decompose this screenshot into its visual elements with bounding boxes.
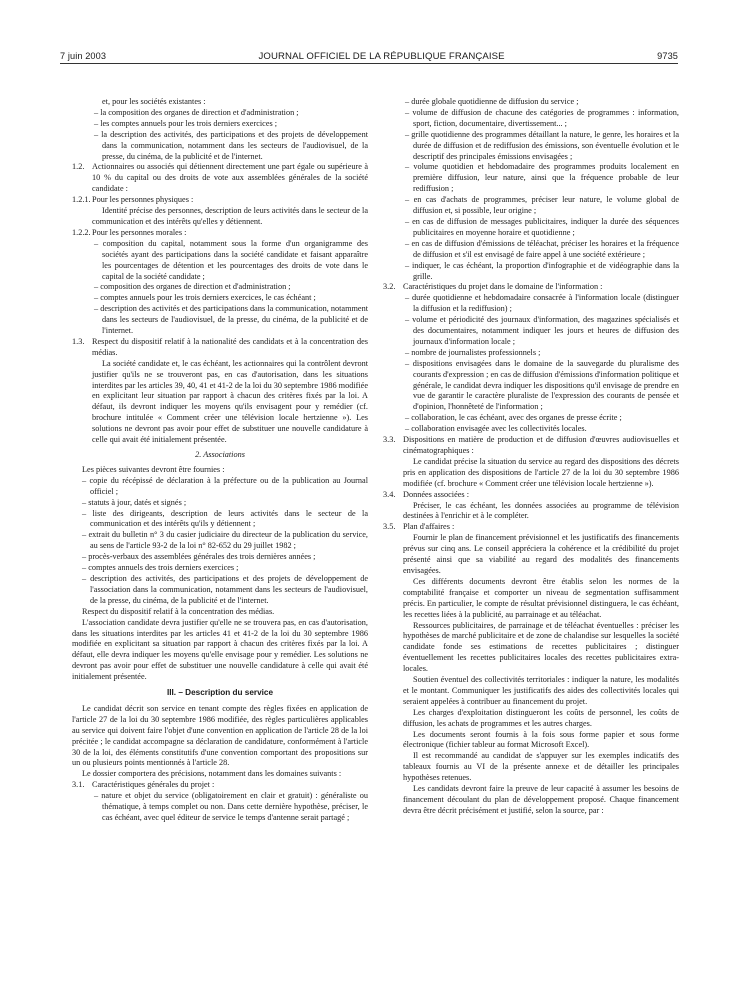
left-column [72,97,368,824]
section-text: Actionnaires ou associés qui détiennent directement une part égale ou supérieure à 10 % du capital ou des droits de vote aux assemblées générales de la société candidate : [92,162,368,194]
right-column [383,97,679,817]
paragraph: Le candidat décrit son service en tenant compte des règles fixées en application de l'article 27 de la loi du 30 septembre 1986 modifiée, des règles particulières applicables au service qui doivent faire l'objet d'une convention en application de l'article 28 de la loi précitée ; le candidat accompagne sa déclaration de candidature, conformément à l'article 30 de la loi, des éléments constitutifs d'une convention comportant des propositions sur un ou plusieurs points mentionnés à l'article 28. [72,703,368,768]
section-number: 1.3. [72,336,85,346]
list-item: – nature et objet du service (obligatoirement en clair et gratuit) : généraliste ou thématique, à temps complet ou non. Dans cette dernière hypothèse, préciser, le cas échéant, avec quel éditeur de service le temps d'antenne serait partagé ; [94,791,368,822]
header-rule [60,63,678,64]
paragraph: Il est recommandé au candidat de s'appuyer sur les exemples indicatifs des tableaux fournis au VI de la présente annexe et de détailler les principales hypothèses retenues. [403,751,679,783]
section-number: 1.2.1. [72,195,91,205]
section-text: Pour les personnes morales : [92,227,187,237]
numbered-heading [383,282,679,293]
paragraph: et, pour les sociétés existantes : [102,97,206,106]
section-number: 3.2. [383,282,396,292]
list-item: – extrait du bulletin n° 3 du casier judiciaire du directeur de la publication du service, au sens de l'article 93-2 de la loi n° 82-652 du 29 juillet 1982 ; [82,530,368,551]
section-number: 1.2. [72,162,85,172]
list-item: – collaboration envisagée avec les collectivités locales. [405,424,587,434]
paragraph: Respect du dispositif relatif à la concentration des médias. [82,606,275,616]
list-item: – nombre de journalistes professionnels ; [405,347,541,357]
list-item: – indiquer, le cas échéant, la proportion d'infographie et de vidéographie dans la grille. [405,260,679,281]
header-date: 7 juin 2003 [60,51,107,61]
paragraph: Ressources publicitaires, de parrainage et de téléachat éventuelles : préciser les hypothèses de marché publicitaire et de zone de chalandise sur lesquelles la société candidate fonde ses estimations de recettes publicitaires ; distinguer éventuellement les recettes publicitaires locales des recettes publicitaires extra-locales. [403,620,679,674]
section-number: 3.3. [383,435,396,445]
numbered-heading [383,522,679,533]
list-item: – en cas de diffusion d'émissions de téléachat, préciser les horaires et la fréquence de diffusion et s'il est envisagé de faire appel à une société extérieure ; [405,238,679,259]
list-item: – volume quotidien et hebdomadaire des programmes produits localement en première diffusion, leur nature, ainsi que la fréquence probable de leur rediffusion ; [405,162,679,194]
list-item: – la description des activités, des participations et des projets de développement dans la communication, notamment dans les secteurs de l'audiovisuel, de la presse, du cinéma, de la publicité et de l'internet. [94,129,368,161]
paragraph: Fournir le plan de financement prévisionnel et les justificatifs des financements prévus sur cinq ans. Le conseil appréciera la cohérence et la crédibilité du projet présenté ainsi que sa viabilité au regard des modalités des financements envisagées. [403,533,679,575]
paragraph: Ces différents documents devront être établis selon les normes de la comptabilité française et comporter un niveau de segmentation suffisamment précis. En particulier, le compte de résultat prévisionnel distinguera, le cas échéant, les recettes liées à la publicité, au parrainage et au téléachat. [403,576,679,619]
journal-title: JOURNAL OFFICIEL DE LA RÉPUBLIQUE FRANÇAISE [258,51,505,62]
section-title: III. – Description du service [166,688,274,698]
list-item: – grille quotidienne des programmes détaillant la nature, le genre, les horaires et la durée de diffusion et de rediffusion des émissions, son éventuelle évolution et le descriptif des principales émissions envisagées ; [405,129,679,161]
paragraph: Soutien éventuel des collectivités territoriales : indiquer la nature, les modalités et le montant. Communiquer les justificatifs des aides des collectivités locales qui seraient appelées à contribuer au financement du projet. [403,675,679,706]
list-item: – description des activités et des participations dans la communication, notamment dans les secteurs de l'audiovisuel, de la presse, du cinéma, de la publicité et de l'internet. [94,304,368,336]
list-item: – composition du capital, notamment sous la forme d'un organigramme des sociétés ayant des participations dans la société candidate et faisant apparaître les pourcentages de détention et les pourcentages des droits de vote dans le capital de la société candidate ; [94,238,368,281]
section-text: Plan d'affaires : [403,522,455,532]
section-text: Données associées : [403,489,469,499]
numbered-heading [72,780,368,791]
section-number: 1.2.2. [72,227,91,237]
list-item: – les comptes annuels pour les trois derniers exercices ; [94,118,278,128]
paragraph: Les pièces suivantes devront être fournies : [82,464,225,474]
paragraph: La société candidate et, le cas échéant, les actionnaires qui la contrôlent devront justifier qu'ils ne se trouveront pas, en cas d'autorisation, dans les situations interdites par les articles 39, 40, 41 et 41-2 de la loi du 30 septembre 1986 modifiée en explicitant leur situation par rapport à chacun des critères fixés par la loi. A défaut, ils devront indiquer les moyens qu'ils envisagent pour y remédier (cf. brochure intitulée « Comment créer une télévision locale hertzienne »). Les solutions ne devront pas avoir pour effet de substituer une nouvelle candidature à celle qui avait été initialement présentée. [92,358,368,445]
paragraph: Le candidat précise la situation du service au regard des dispositions des décrets pris en application des dispositions de l'article 27 de la loi du 30 septembre 1986 modifiée (cf. brochure « Comment créer une télévision locale hertzienne »). [403,456,679,488]
section-text: Caractéristiques du projet dans le domaine de l'information : [403,282,603,292]
list-item: – copie du récépissé de déclaration à la préfecture ou de la publication au Journal officiel ; [82,475,368,496]
paragraph: L'association candidate devra justifier qu'elle ne se trouvera pas, en cas d'autorisation, dans les situations interdites par les articles 41 et 41-2 de la loi du 30 septembre 1986 modifiée en explicitant sa situation par rapport à chacun des critères fixés par la loi. A défaut, elle devra indiquer les moyens qu'elle envisage pour y remédier. Les solutions ne devront pas avoir pour effet de substituer une nouvelle candidature à celle qui avait été initialement présentée. [72,617,368,682]
section-text: Caractéristiques générales du projet : [92,780,215,790]
paragraph: Le dossier comportera des précisions, notamment dans les domaines suivants : [82,769,342,779]
section-number: 3.4. [383,489,396,499]
section-number: 3.1. [72,780,85,790]
paragraph: Identité précise des personnes, description de leurs activités dans le secteur de la communication et des intérêts qu'elles y détiennent. [92,206,368,226]
list-item: – volume de diffusion de chacune des catégories de programmes : information, sport, fiction, documentaire, divertissement... ; [405,107,679,128]
numbered-heading [72,195,368,206]
numbered-heading [72,337,368,359]
paragraph: Les charges d'exploitation distingueront les coûts de personnel, les coûts de diffusion, les achats de programmes et les autres charges. [403,707,679,728]
list-item: – en cas d'achats de programmes, préciser leur nature, le volume global de diffusion et, si possible, leur origine ; [405,195,679,216]
list-item: – volume et périodicité des journaux d'information, des magazines spécialisés et des documentaires, notamment indiquer les jours et heures de diffusion des journaux d'information locale ; [405,315,679,346]
paragraph: Les candidats devront faire la preuve de leur capacité à assumer les besoins de financement découlant du plan de développement proposé. Chaque financement devra être décrit précisément et justifié, selon la source, par : [403,784,679,815]
numbered-heading [383,490,679,501]
numbered-heading [383,435,679,457]
section-text: Respect du dispositif relatif à la nationalité des candidats et à la concentration des médias. [92,336,368,357]
section-text: Dispositions en matière de production et de diffusion d'œuvres audiovisuelles et cinématographiques : [403,435,679,455]
list-item: – liste des dirigeants, description de leurs activités dans le secteur de la communication et des intérêts qu'ils y détiennent ; [82,508,368,529]
list-item: – en cas de diffusion de messages publicitaires, indiquer la durée des séquences publicitaires en moyenne horaire et quotidienne ; [405,216,679,237]
page-number: 9735 [657,51,678,61]
numbered-heading [72,162,368,195]
list-item: – durée quotidienne et hebdomadaire consacrée à l'information locale (distinguer la diffusion et la rediffusion) ; [405,293,679,314]
list-item: – durée globale quotidienne de diffusion du service ; [405,97,579,106]
list-item: – la composition des organes de direction et d'administration ; [94,107,299,117]
paragraph: Les documents seront fournis à la fois sous forme papier et sous forme électronique (fichier tableur au format Microsoft Excel). [403,729,679,750]
section-number: 3.5. [383,522,396,532]
list-item: – statuts à jour, datés et signés ; [82,497,187,507]
section-text: Pour les personnes physiques : [92,195,194,205]
list-item: – collaboration, le cas échéant, avec des organes de presse écrite ; [405,413,622,423]
page-header [60,51,678,62]
list-item: – composition des organes de direction et d'administration ; [94,282,291,292]
section-subtitle: 2. Associations [195,450,245,459]
list-item: – comptes annuels pour les trois derniers exercices, le cas échéant ; [94,293,316,303]
list-item: – comptes annuels des trois derniers exercices ; [82,563,239,573]
list-item: – dispositions envisagées dans le domaine de la sauvegarde du pluralisme des courants d'expression ; en cas de diffusion d'émissions d'information politique et générale, le candidat devra indiquer les dispositions qu'il envisage de prendre en vue de garantir le caractère pluraliste de l'expression des courants de pensée et d'opinion, l'honnêteté de l'information ; [405,358,679,412]
list-item: – description des activités, des participations et des projets de développement de l'association dans la communication, notamment dans les secteurs de l'audiovisuel, de la presse, du cinéma, de la publicité et de l'internet. [82,573,368,605]
list-item: – procès-verbaux des assemblées générales des trois dernières années ; [82,552,316,562]
paragraph: Préciser, le cas échéant, les données associées au programme de télévision destinées à l'enrichir et à le compléter. [403,500,679,521]
numbered-heading [72,228,368,239]
